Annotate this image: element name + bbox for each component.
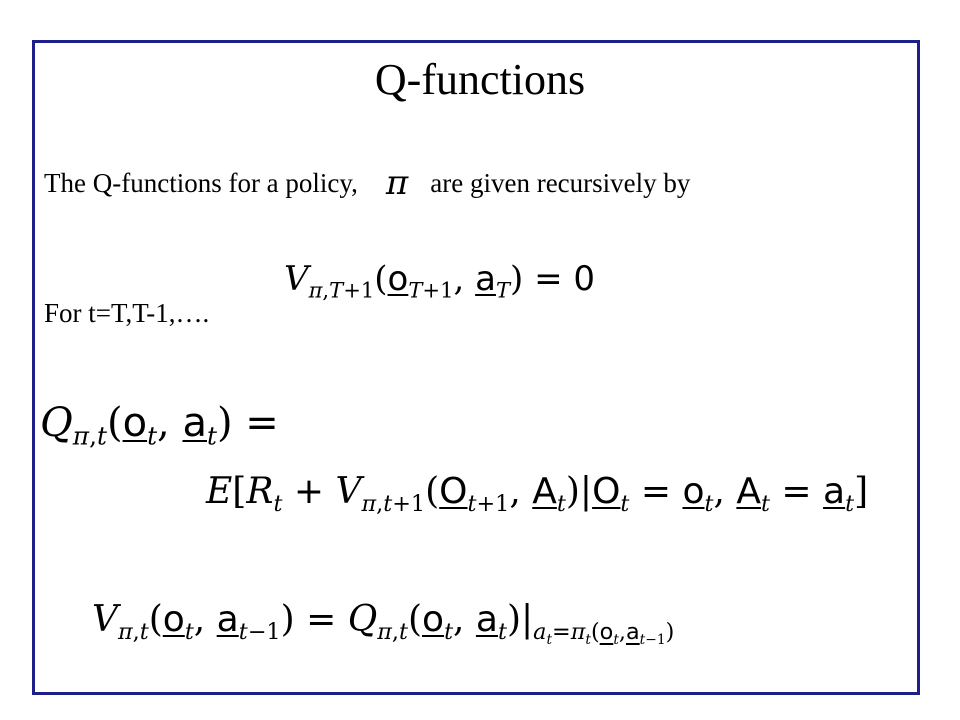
intro-text-before: The Q-functions for a policy, [44,168,358,198]
slide-frame [32,40,920,695]
for-loop-text: For t=T,T-1,…. [44,298,210,328]
q-function-rhs: $E[R_t + V_{\pi,t+1}(O_{t+1}$, $A_t)|O_t = o_t$, $A_t = a_t$] [206,471,869,517]
value-function-equation: $V_{\pi,t}(o_t$, $a_{t-1}) = Q_{\pi,t}(o_t$, $a_t)|_{a_t=\pi_t(o_t,a_{t-1})}$ [92,599,675,648]
pi-symbol: π [385,163,409,203]
q-function-lhs: $Q_{\pi,t}(o_t$, $a_t$) = [40,400,279,451]
slide-title: Q-functions [374,55,586,104]
intro-text-after: are given recursively by [430,168,691,198]
intro-sentence [44,163,691,203]
terminal-value-equation: $V_{\pi,T+1}(o_{T+1}$, $a_T) = 0$ [284,259,596,303]
